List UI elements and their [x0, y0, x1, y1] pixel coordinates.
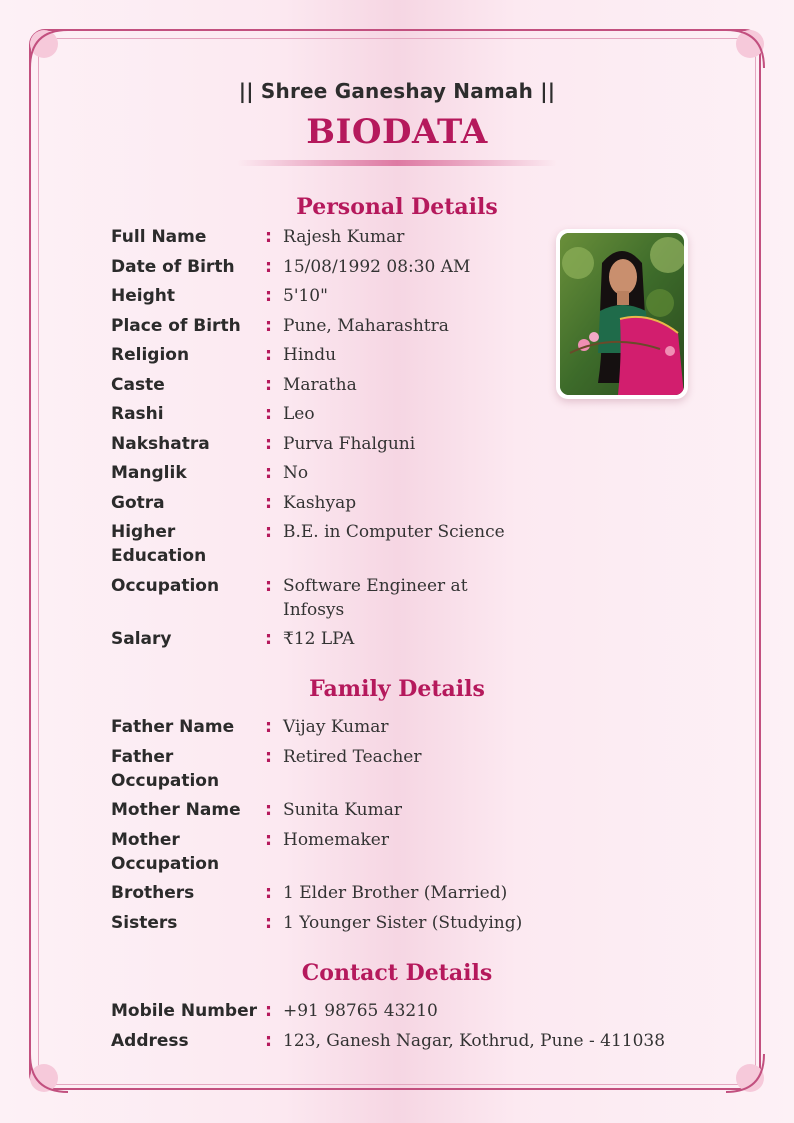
- personal-row: [111, 284, 531, 308]
- field-separator: :: [265, 227, 272, 247]
- field-separator: :: [265, 575, 272, 596]
- corner-ornament-bottom-right-icon: [722, 1050, 766, 1094]
- field-value: Retired Teacher: [283, 746, 422, 767]
- family-row: [111, 881, 531, 905]
- personal-row: [111, 373, 531, 397]
- personal-row: [111, 255, 531, 279]
- personal-row: [111, 314, 531, 338]
- contact-details-list: [111, 999, 671, 1058]
- field-value: Vijay Kumar: [283, 717, 389, 737]
- field-value: 5'10": [283, 286, 328, 306]
- invocation-line: || Shree Ganeshay Namah ||: [238, 79, 556, 103]
- field-label: Mother Name: [111, 800, 241, 820]
- field-label: Occupation: [111, 575, 220, 596]
- corner-ornament-top-left-icon: [28, 28, 72, 72]
- field-label: Address: [111, 1030, 189, 1051]
- profile-photo-frame: [556, 229, 688, 399]
- field-label: Rashi: [111, 404, 164, 424]
- personal-details-heading: Personal Details: [296, 194, 498, 220]
- personal-row: [111, 574, 531, 622]
- personal-row: [111, 225, 531, 249]
- field-separator: :: [265, 1001, 272, 1021]
- field-value: 1 Younger Sister (Studying): [283, 912, 523, 933]
- field-value: Pune, Maharashtra: [283, 315, 449, 336]
- field-separator: :: [265, 404, 272, 424]
- field-label: Mobile Number: [111, 1001, 257, 1021]
- field-label: Higher Education: [111, 522, 207, 566]
- field-value: 1 Elder Brother (Married): [283, 883, 508, 903]
- field-separator: :: [265, 717, 272, 737]
- field-label: Salary: [111, 629, 172, 649]
- contact-row: [111, 999, 671, 1023]
- field-value: Hindu: [283, 345, 337, 365]
- field-value: Purva Fhalguni: [283, 433, 416, 454]
- field-value: 123, Ganesh Nagar, Kothrud, Pune - 411038: [283, 1030, 666, 1051]
- field-separator: :: [265, 800, 272, 820]
- field-separator: :: [265, 256, 272, 277]
- personal-row: [111, 343, 531, 367]
- field-separator: :: [265, 629, 272, 649]
- field-separator: :: [265, 522, 272, 542]
- corner-ornament-bottom-left-icon: [28, 1050, 72, 1094]
- field-label: Sisters: [111, 912, 178, 933]
- field-separator: :: [265, 433, 272, 454]
- field-label: Gotra: [111, 492, 165, 513]
- field-value: Software Engineer at Infosys: [283, 575, 468, 620]
- field-separator: :: [265, 883, 272, 903]
- field-separator: :: [265, 315, 272, 336]
- profile-photo: [560, 233, 684, 395]
- field-separator: :: [265, 746, 272, 767]
- personal-row: [111, 402, 531, 426]
- field-value: ₹12 LPA: [283, 629, 355, 649]
- personal-row: [111, 461, 531, 485]
- field-value: Leo: [283, 404, 315, 424]
- field-value: Homemaker: [283, 829, 389, 850]
- family-row: [111, 715, 531, 739]
- field-value: Maratha: [283, 374, 357, 395]
- field-value: 15/08/1992 08:30 AM: [283, 256, 471, 277]
- family-row: [111, 911, 531, 935]
- field-label: Height: [111, 286, 175, 306]
- field-value: B.E. in Computer Science: [283, 522, 505, 542]
- field-label: Date of Birth: [111, 256, 235, 277]
- personal-row: [111, 627, 531, 651]
- family-details-list: [111, 715, 531, 940]
- contact-details-heading: Contact Details: [301, 960, 493, 986]
- field-separator: :: [265, 286, 272, 306]
- field-label: Brothers: [111, 883, 195, 903]
- family-row: [111, 798, 531, 822]
- field-label: Place of Birth: [111, 315, 241, 336]
- field-label: Nakshatra: [111, 433, 210, 454]
- field-label: Caste: [111, 374, 165, 395]
- field-separator: :: [265, 463, 272, 483]
- field-value: Rajesh Kumar: [283, 227, 405, 247]
- field-separator: :: [265, 1030, 272, 1051]
- field-value: Sunita Kumar: [283, 800, 403, 820]
- field-separator: :: [265, 912, 272, 933]
- personal-row: [111, 520, 531, 568]
- contact-row: [111, 1029, 671, 1053]
- field-label: Mother Occupation: [111, 829, 220, 874]
- personal-row: [111, 432, 531, 456]
- document-header: [0, 76, 794, 166]
- field-label: Father Name: [111, 717, 235, 737]
- field-separator: :: [265, 345, 272, 365]
- family-row: [111, 828, 531, 876]
- field-label: Religion: [111, 345, 190, 365]
- field-value: +91 98765 43210: [283, 1001, 438, 1021]
- family-details-heading: Family Details: [309, 676, 485, 702]
- field-separator: :: [265, 829, 272, 850]
- field-separator: :: [265, 492, 272, 513]
- page-title: BIODATA: [306, 112, 488, 152]
- personal-details-list: [111, 225, 531, 657]
- personal-row: [111, 491, 531, 515]
- field-label: Father Occupation: [111, 746, 220, 791]
- corner-ornament-top-right-icon: [722, 28, 766, 72]
- title-underline-divider: [237, 160, 557, 166]
- field-label: Manglik: [111, 463, 187, 483]
- profile-photo-icon: [560, 233, 684, 395]
- field-label: Full Name: [111, 227, 207, 247]
- field-value: Kashyap: [283, 492, 357, 513]
- field-value: No: [283, 463, 309, 483]
- field-separator: :: [265, 374, 272, 395]
- family-row: [111, 745, 531, 793]
